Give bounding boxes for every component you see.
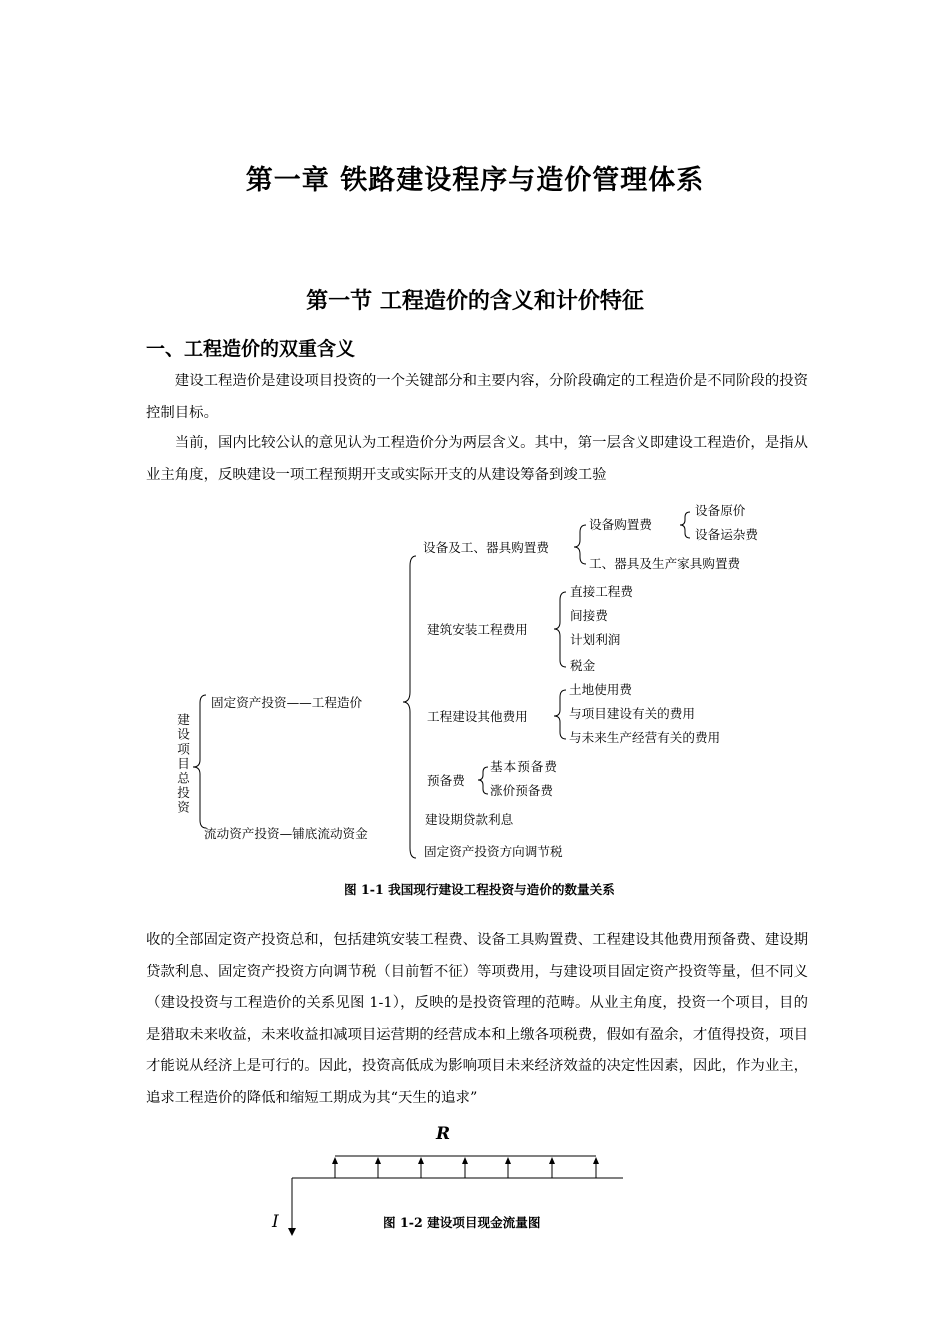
revenue-arrow-head: [462, 1157, 468, 1164]
investment-arrow-head: [288, 1228, 296, 1236]
fixed-asset-label: 固定资产投资——工程造价: [211, 695, 363, 710]
root-brace: [193, 695, 206, 828]
revenue-arrows: [332, 1157, 599, 1178]
tools-purchase-label: 工、器具及生产家具购置费: [589, 556, 741, 571]
equipment-label: 设备及工、器具购置费: [423, 540, 549, 555]
revenue-arrow-head: [505, 1157, 511, 1164]
indirect-cost-label: 间接费: [570, 608, 608, 623]
construction-brace: [554, 592, 566, 667]
root-label: 建设项目总投资: [175, 713, 190, 816]
revenue-arrow-head: [332, 1157, 338, 1164]
revenue-arrow-head: [375, 1157, 381, 1164]
production-related-label: 与未来生产经营有关的费用: [569, 730, 721, 745]
reserve-brace: [478, 767, 488, 794]
equipment-brace: [574, 525, 586, 564]
loan-interest-label: 建设期贷款利息: [425, 812, 514, 827]
equipment-purchase-brace: [680, 512, 690, 538]
figure-1-1-caption: 图 1-1 我国现行建设工程投资与造价的数量关系: [344, 882, 615, 897]
adjustment-tax-label: 固定资产投资方向调节税: [424, 844, 563, 859]
other-cost-brace: [554, 690, 566, 739]
price-reserve-label: 涨价预备费: [490, 783, 553, 798]
paragraph-3: 收的全部固定资产投资总和，包括建筑安装工程费、设备工具购置费、工程建设其他费用预备费、建设期贷款利息、固定资产投资方向调节税（目前暂不征）等项费用，与建设项目固定资产投资等量，但不同义（建设投资与工程造价的关系见图 1-1），反映的是投资管理的范畴。从业主角度，投资一个项目，目的是猎取未来收益，未来收益扣减项目运营期的经营成本和上缴各项税费，假如有盈余，才值得投资，项目才能说从经济上是可行的。因此，投资高低成为影响项目未来经济效益的决定性因素，因此，作为业主，追求工程造价的降低和缩短工期成为其“天生的追求”: [146, 932, 808, 1106]
fixed-asset-brace: [403, 556, 416, 858]
revenue-arrow-head: [593, 1157, 599, 1164]
paragraph-1: 建设工程造价是建设项目投资的一个关键部分和主要内容，分阶段确定的工程造价是不同阶段的投资控制目标。: [146, 373, 808, 421]
revenue-label: R: [436, 1124, 451, 1144]
revenue-arrow-head: [549, 1157, 555, 1164]
working-capital-label: 流动资产投资—铺底流动资金: [204, 826, 368, 841]
other-cost-label: 工程建设其他费用: [427, 709, 528, 724]
tax-label: 税金: [570, 658, 596, 673]
revenue-arrow-head: [418, 1157, 424, 1164]
reserve-label: 预备费: [427, 773, 465, 788]
figure-1-2-caption: 图 1-2 建设项目现金流量图: [383, 1215, 541, 1230]
planned-profit-label: 计划利润: [570, 632, 621, 647]
equipment-original-label: 设备原价: [695, 503, 746, 518]
construction-label: 建筑安装工程费用: [427, 622, 528, 637]
paragraph-2: 当前，国内比较公认的意见认为工程造价分为两层含义。其中，第一层含义即建设工程造价，是指从业主角度，反映建设一项工程预期开支或实际开支的从建设筹备到竣工验: [146, 435, 808, 483]
equipment-purchase-label: 设备购置费: [589, 517, 652, 532]
equipment-transport-label: 设备运杂费: [695, 527, 758, 542]
chapter-title: 第一章 铁路建设程序与造价管理体系: [245, 165, 705, 196]
subsection-title: 一、工程造价的双重含义: [146, 338, 356, 360]
direct-cost-label: 直接工程费: [570, 584, 633, 599]
land-fee-label: 土地使用费: [569, 682, 632, 697]
basic-reserve-label: 基本预备费: [490, 759, 558, 774]
project-related-label: 与项目建设有关的费用: [569, 706, 695, 721]
section-title: 第一节 工程造价的含义和计价特征: [306, 288, 644, 314]
investment-label: I: [272, 1212, 279, 1232]
